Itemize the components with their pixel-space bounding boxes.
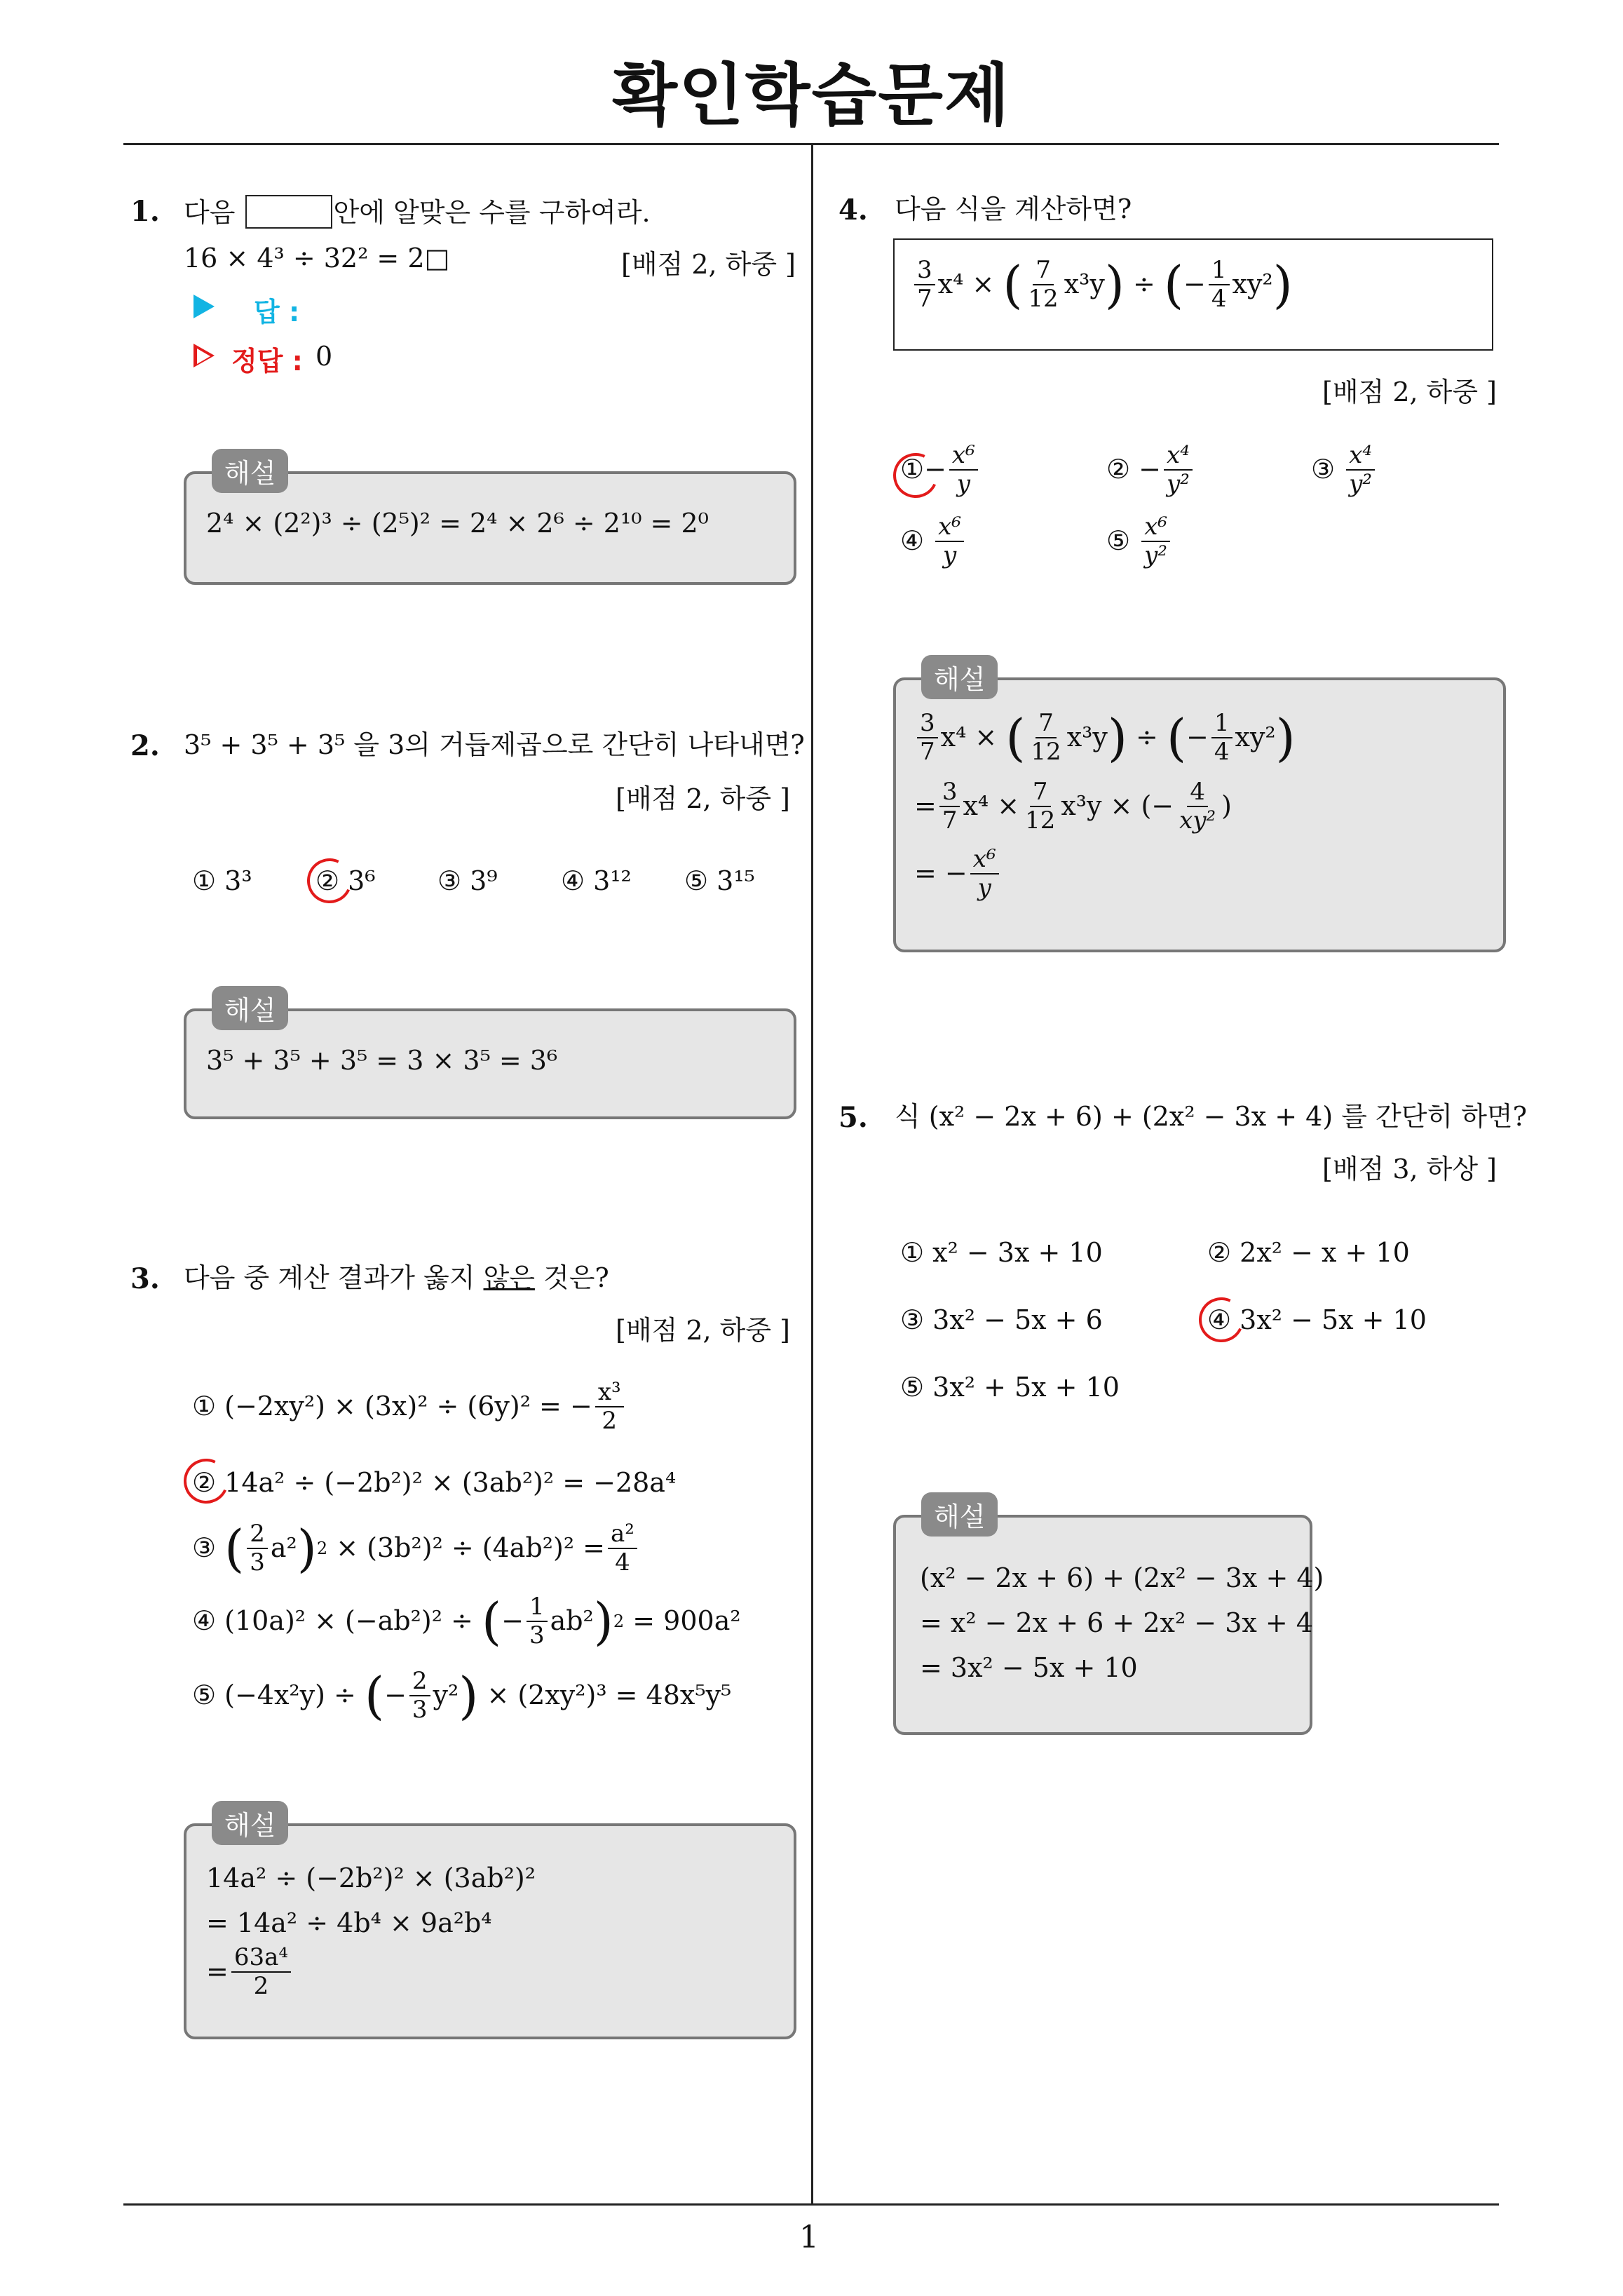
- q3-choice-2[interactable]: ② 14a² ÷ (−2b²)² × (3ab²)² = −28a⁴: [192, 1467, 677, 1498]
- question-4-number: 4.: [838, 194, 868, 227]
- q5-choice-4[interactable]: ④ 3x² − 5x + 10: [1207, 1304, 1427, 1335]
- solution-label: 해설: [921, 1492, 998, 1537]
- question-1-score: [배점 2, 하중 ]: [621, 249, 796, 280]
- solution-label: 해설: [212, 986, 288, 1030]
- question-4-expression: $\frac{3}{7}$ x⁴ × ( $\frac{7}{12}$ x³y ) ÷ ( − $\frac{1}{4}$ xy² ): [911, 257, 1293, 313]
- correct-answer-label: 정답 :: [231, 346, 303, 377]
- q3-choice-3[interactable]: ③ ( $\frac{2}{3}$ a² ) 2 × (3b²)² ÷ (4ab²)² = $\frac{\text{a²}}{4}$: [192, 1520, 640, 1576]
- q3-choice-5[interactable]: ⑤ (−4x²y) ÷ ( − $\frac{2}{3}$ y² ) × (2xy²)³ = 48x⁵y⁵: [192, 1666, 732, 1726]
- question-3-score: [배점 2, 하중 ]: [616, 1315, 790, 1346]
- q2-choice-5[interactable]: ⑤ 3¹⁵: [684, 865, 755, 896]
- q4-choice-4[interactable]: ④ $\frac{\text{x⁶}}{y}$: [900, 513, 967, 569]
- q5-choice-3[interactable]: ③ 3x² − 5x + 6: [900, 1304, 1103, 1335]
- solution-5-line-3: = 3x² − 5x + 10: [920, 1652, 1138, 1683]
- solution-5-line-2: = x² − 2x + 6 + 2x² − 3x + 4: [920, 1607, 1313, 1638]
- question-1-expression: 16 × 4³ ÷ 32² = 2□: [184, 243, 450, 274]
- question-1-number: 1.: [130, 195, 160, 228]
- solution-label: 해설: [212, 1801, 288, 1845]
- footer-rule: [123, 2203, 1499, 2206]
- q4-choice-5[interactable]: ⑤ $\frac{\text{x⁶}}{\text{y²}}$: [1106, 513, 1173, 569]
- solution-4-line-3: = − $\frac{\text{x⁶}}{y}$: [914, 846, 1002, 902]
- q2-choice-1[interactable]: ① 3³: [192, 865, 252, 896]
- q4-choice-1[interactable]: ① − $\frac{\text{x⁶}}{y}$: [900, 442, 981, 498]
- solution-5-line-1: (x² − 2x + 6) + (2x² − 3x + 4): [920, 1562, 1324, 1593]
- solution-label: 해설: [921, 655, 998, 699]
- question-3-number: 3.: [130, 1262, 160, 1295]
- question-5-text: 식 (x² − 2x + 6) + (2x² − 3x + 4) 를 간단히 하면?: [895, 1101, 1528, 1132]
- q5-choice-5[interactable]: ⑤ 3x² + 5x + 10: [900, 1372, 1120, 1403]
- question-2-score: [배점 2, 하중 ]: [616, 783, 790, 814]
- solution-1-text: 2⁴ × (2²)³ ÷ (2⁵)² = 2⁴ × 2⁶ ÷ 2¹⁰ = 2⁰: [206, 508, 709, 539]
- page-number: 1: [799, 2220, 819, 2255]
- q5-choice-1[interactable]: ① x² − 3x + 10: [900, 1237, 1103, 1268]
- solution-4-line-2: = $\frac{3}{7}$ x⁴ × $\frac{7}{12}$ x³y × (− $\frac{4}{\text{xy²}}$ ): [914, 778, 1232, 835]
- question-5-score: [배점 3, 하상 ]: [1322, 1154, 1497, 1184]
- answer-arrow-icon: [193, 295, 215, 318]
- solution-3-line-2: = 14a² ÷ 4b⁴ × 9a²b⁴: [206, 1907, 492, 1938]
- column-divider: [811, 143, 813, 2205]
- q2-choice-3[interactable]: ③ 3⁹: [437, 865, 498, 896]
- q5-choice-2[interactable]: ② 2x² − x + 10: [1207, 1237, 1410, 1268]
- blank-box: [245, 195, 332, 229]
- solution-label: 해설: [212, 449, 288, 493]
- correct-circle-icon: [301, 852, 358, 910]
- q2-choice-2[interactable]: ② 3⁶: [315, 865, 376, 896]
- correct-circle-icon: [1193, 1291, 1250, 1349]
- question-4-text: 다음 식을 계산하면?: [895, 194, 1132, 224]
- correct-answer-value: 0: [315, 341, 333, 372]
- question-5-number: 5.: [838, 1101, 868, 1134]
- solution-4-line-1: $\frac{3}{7}$ x⁴ × ( $\frac{7}{12}$ x³y ) ÷ ( − $\frac{1}{4}$ xy² ): [914, 710, 1296, 766]
- correct-arrow-hollow: [197, 349, 210, 364]
- q4-choice-3[interactable]: ③ $\frac{\text{x⁴}}{\text{y²}}$: [1311, 442, 1378, 498]
- question-2-text: 3⁵ + 3⁵ + 3⁵ 을 3의 거듭제곱으로 간단히 나타내면?: [184, 729, 805, 760]
- question-3-text: 다음 중 계산 결과가 옳지 않은 것은?: [184, 1262, 609, 1293]
- q2-choice-4[interactable]: ④ 3¹²: [561, 865, 632, 896]
- page-title: 확인학습문제: [612, 56, 1011, 135]
- question-1-text: 다음 안에 알맞은 수를 구하여라.: [184, 195, 651, 229]
- q3-choice-1[interactable]: ① (−2xy²) × (3x)² ÷ (6y)² = − $\frac{\text{x³}}{2}$: [192, 1379, 627, 1435]
- solution-2-text: 3⁵ + 3⁵ + 3⁵ = 3 × 3⁵ = 3⁶: [206, 1045, 558, 1076]
- solution-3-line-1: 14a² ÷ (−2b²)² × (3ab²)²: [206, 1863, 536, 1893]
- correct-circle-icon: [177, 1452, 235, 1510]
- question-2-number: 2.: [130, 729, 160, 762]
- question-4-score: [배점 2, 하중 ]: [1322, 377, 1497, 407]
- solution-3-line-3: = $\frac{\text{63a⁴}}{2}$: [206, 1944, 294, 2000]
- q3-choice-4[interactable]: ④ (10a)² × (−ab²)² ÷ ( − $\frac{1}{3}$ ab² ) 2 = 900a²: [192, 1592, 741, 1652]
- answer-label: 답 :: [254, 297, 300, 327]
- q4-choice-2[interactable]: ② − $\frac{\text{x⁴}}{\text{y²}}$: [1106, 442, 1195, 498]
